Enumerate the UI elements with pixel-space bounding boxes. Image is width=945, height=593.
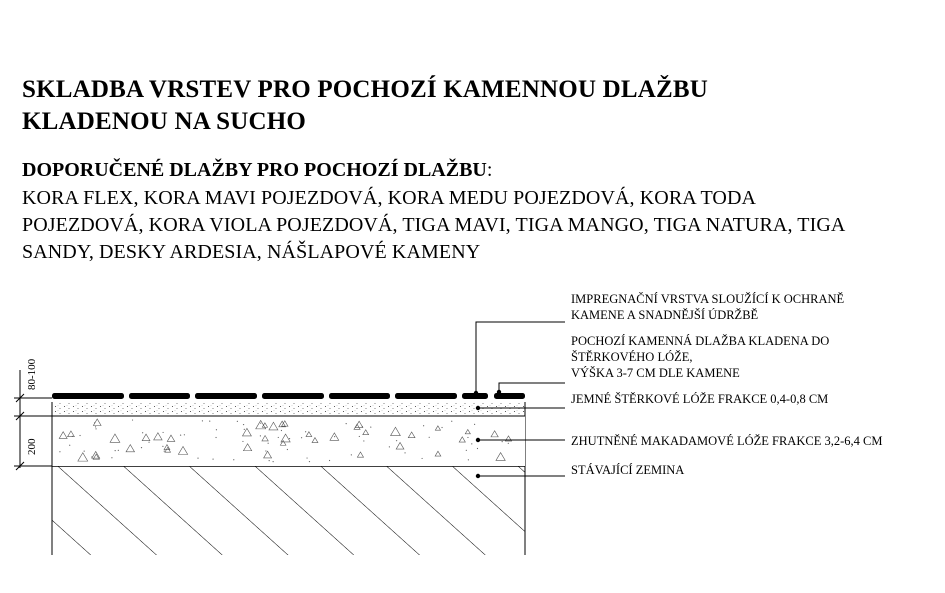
aggregate-grain bbox=[306, 457, 307, 458]
aggregate-grain bbox=[111, 457, 112, 458]
aggregate-grain bbox=[59, 451, 60, 452]
aggregate-grain bbox=[301, 437, 302, 438]
aggregate-grain bbox=[309, 461, 310, 462]
aggregate-grain bbox=[404, 452, 405, 453]
aggregate-grain bbox=[389, 446, 390, 447]
aggregate-grain bbox=[141, 447, 142, 448]
label-fine-gravel: JEMNÉ ŠTĚRKOVÉ LÓŽE FRAKCE 0,4-0,8 CM bbox=[571, 392, 829, 406]
paving-stones bbox=[52, 393, 525, 399]
aggregate-grain bbox=[278, 437, 279, 438]
aggregate-grain bbox=[91, 456, 92, 457]
dimension-bottom: 200 bbox=[26, 438, 38, 455]
macadam-bed-layer bbox=[52, 416, 525, 466]
layer-labels bbox=[571, 292, 882, 477]
aggregate-grain bbox=[396, 440, 397, 441]
aggregate-grain bbox=[95, 428, 96, 429]
aggregate-grain bbox=[421, 458, 422, 459]
aggregate-grain bbox=[180, 434, 181, 435]
aggregate-grain bbox=[269, 460, 270, 461]
recommended-heading-colon: : bbox=[486, 159, 493, 181]
aggregate-grain bbox=[79, 435, 80, 436]
aggregate-grain bbox=[95, 426, 96, 427]
paving-stone bbox=[195, 393, 257, 399]
aggregate-grain bbox=[451, 421, 452, 422]
recommended-products-line-1: KORA FLEX, KORA MAVI POJEZDOVÁ, KORA MEDU POJEZDOVÁ, KORA TODA bbox=[22, 187, 757, 209]
aggregate-grain bbox=[164, 450, 165, 451]
aggregate-grain bbox=[162, 446, 163, 447]
aggregate-grain bbox=[329, 460, 330, 461]
aggregate-grain bbox=[346, 423, 347, 424]
label-macadam: ZHUTNĚNÉ MAKADAMOVÉ LÓŽE FRAKCE 3,2-6,4 CM bbox=[571, 434, 883, 448]
aggregate-grain bbox=[94, 422, 95, 423]
paving-stone bbox=[262, 393, 324, 399]
aggregate-grain bbox=[216, 429, 217, 430]
aggregate-grain bbox=[359, 436, 360, 437]
aggregate-grain bbox=[466, 450, 467, 451]
recommended-products-line-3: SANDY, DESKY ARDESIA, NÁŠLAPOVÉ KAMENY bbox=[22, 241, 481, 263]
paving-stone bbox=[129, 393, 190, 399]
aggregate-grain bbox=[72, 436, 73, 437]
aggregate-grain bbox=[69, 445, 70, 446]
aggregate-grain bbox=[84, 451, 85, 452]
title-line-1: SKLADBA VRSTEV PRO POCHOZÍ KAMENNOU DLAŽBU bbox=[22, 76, 709, 103]
aggregate-grain bbox=[468, 459, 469, 460]
aggregate-grain bbox=[471, 443, 472, 444]
aggregate-grain bbox=[467, 437, 468, 438]
aggregate-grain bbox=[202, 420, 203, 421]
paving-stone bbox=[329, 393, 390, 399]
aggregate-grain bbox=[423, 425, 424, 426]
aggregate-grain bbox=[237, 421, 238, 422]
aggregate-grain bbox=[305, 431, 306, 432]
aggregate-grain bbox=[508, 443, 509, 444]
paving-stone bbox=[395, 393, 457, 399]
title-line-2: KLADENOU NA SUCHO bbox=[22, 108, 306, 135]
aggregate-grain bbox=[334, 436, 335, 437]
label-paving-line-1: POCHOZÍ KAMENNÁ DLAŽBA KLADENA DO bbox=[571, 334, 830, 348]
aggregate-grain bbox=[260, 435, 261, 436]
aggregate-grain bbox=[142, 432, 143, 433]
aggregate-grain bbox=[265, 450, 266, 451]
aggregate-grain bbox=[362, 426, 363, 427]
aggregate-grain bbox=[502, 441, 503, 442]
aggregate-grain bbox=[215, 437, 216, 438]
label-paving-line-2: ŠTĚRKOVÉHO LÓŽE, bbox=[571, 350, 693, 364]
dimension-top: 80-100 bbox=[26, 358, 38, 390]
aggregate-grain bbox=[162, 432, 163, 433]
aggregate-grain bbox=[287, 449, 288, 450]
aggregate-grain bbox=[370, 426, 371, 427]
aggregate-grain bbox=[351, 454, 352, 455]
aggregate-grain bbox=[429, 437, 430, 438]
aggregate-grain bbox=[268, 443, 269, 444]
aggregate-grain bbox=[289, 438, 290, 439]
aggregate-grain bbox=[273, 461, 274, 462]
paving-stone bbox=[52, 393, 124, 399]
recommended-products-line-2: POJEZDOVÁ, KORA VIOLA POJEZDOVÁ, TIGA MAVI, TIGA MANGO, TIGA NATURA, TIGA bbox=[22, 214, 846, 236]
aggregate-grain bbox=[363, 440, 364, 441]
aggregate-grain bbox=[132, 419, 133, 420]
aggregate-grain bbox=[242, 441, 243, 442]
label-impregnation-line-1: IMPREGNAČNÍ VRSTVA SLOUŽÍCÍ K OCHRANĚ bbox=[571, 292, 845, 306]
label-paving-line-3: VÝŠKA 3-7 CM DLE KAMENE bbox=[571, 366, 740, 380]
aggregate-grain bbox=[212, 458, 213, 459]
aggregate-grain bbox=[115, 450, 116, 451]
aggregate-grain bbox=[209, 421, 210, 422]
aggregate-grain bbox=[281, 430, 282, 431]
aggregate-grain bbox=[244, 429, 245, 430]
aggregate-grain bbox=[148, 442, 149, 443]
label-existing-soil: STÁVAJÍCÍ ZEMINA bbox=[571, 463, 685, 477]
aggregate-grain bbox=[260, 423, 261, 424]
label-impregnation-line-2: KAMENE A SNADNĚJŠÍ ÚDRŽBĚ bbox=[571, 308, 759, 322]
aggregate-grain bbox=[184, 434, 185, 435]
aggregate-grain bbox=[243, 424, 244, 425]
aggregate-grain bbox=[474, 424, 475, 425]
aggregate-grain bbox=[118, 450, 119, 451]
aggregate-grain bbox=[477, 448, 478, 449]
aggregate-grain bbox=[197, 458, 198, 459]
aggregate-grain bbox=[233, 459, 234, 460]
recommended-heading: DOPORUČENÉ DLAŽBY PRO POCHOZÍ DLAŽBU bbox=[22, 159, 487, 181]
aggregate-grain bbox=[441, 427, 442, 428]
